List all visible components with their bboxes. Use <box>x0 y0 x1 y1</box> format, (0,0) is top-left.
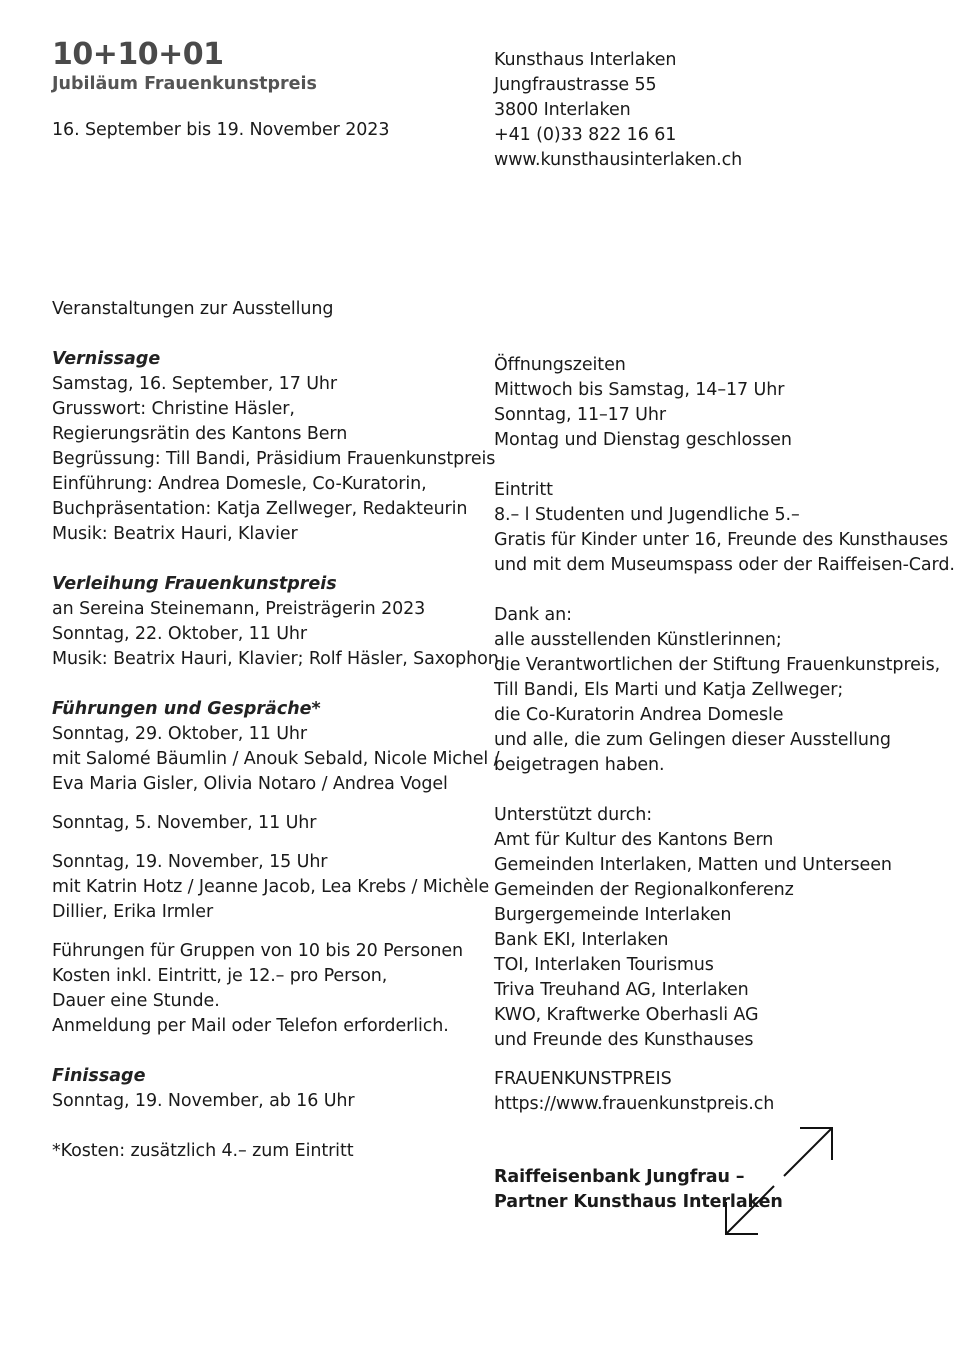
fuehrung-line: Eva Maria Gisler, Olivia Notaro / Andrea Vogel <box>52 774 448 794</box>
finissage-title: Finissage <box>52 1066 146 1086</box>
group-tour-line: Dauer eine Stunde. <box>52 991 220 1011</box>
group-tour-line: Führungen für Gruppen von 10 bis 20 Personen <box>52 941 463 961</box>
thanks-line: beigetragen haben. <box>494 755 665 775</box>
info-column <box>494 353 955 1215</box>
vernissage-title: Vernissage <box>52 349 161 369</box>
partner-line: Partner Kunsthaus Interlaken <box>494 1192 783 1212</box>
admission-line: 8.– l Studenten und Jugendliche 5.– <box>494 505 800 525</box>
double-arrow-icon <box>722 1124 836 1238</box>
phone-number: +41 (0)33 822 16 61 <box>494 125 677 145</box>
sponsor-line: Burgergemeinde Interlaken <box>494 905 732 925</box>
address-line: 3800 Interlaken <box>494 100 631 120</box>
thanks-line: Till Bandi, Els Marti und Katja Zellweger; <box>494 680 844 700</box>
website-link[interactable]: www.kunsthausinterlaken.ch <box>494 150 743 170</box>
sponsor-line: KWO, Kraftwerke Oberhasli AG <box>494 1005 759 1025</box>
group-tour-line: Kosten inkl. Eintritt, je 12.– pro Person, <box>52 966 388 986</box>
thanks-line: alle ausstellenden Künstlerinnen; <box>494 630 782 650</box>
vernissage-line: Einführung: Andrea Domesle, Co-Kuratorin, <box>52 474 427 494</box>
vernissage-line: Regierungsrätin des Kantons Bern <box>52 424 348 444</box>
sponsor-line: Amt für Kultur des Kantons Bern <box>494 830 774 850</box>
events-column <box>52 347 500 1164</box>
sponsor-line: Triva Treuhand AG, Interlaken <box>494 980 749 1000</box>
sponsor-line: Bank EKI, Interlaken <box>494 930 669 950</box>
footnote: *Kosten: zusätzlich 4.– zum Eintritt <box>52 1141 354 1161</box>
thanks-line: die Co-Kuratorin Andrea Domesle <box>494 705 784 725</box>
fuehrung-line: mit Katrin Hotz / Jeanne Jacob, Lea Krebs / Michèle <box>52 877 490 897</box>
fuehrung-line: Sonntag, 29. Oktober, 11 Uhr <box>52 724 308 744</box>
frauenkunstpreis-label: FRAUENKUNSTPREIS <box>494 1069 672 1089</box>
thanks-title: Dank an: <box>494 605 572 625</box>
thanks-line: und alle, die zum Gelingen dieser Ausstellung <box>494 730 891 750</box>
opening-hours-line: Mittwoch bis Samstag, 14–17 Uhr <box>494 380 785 400</box>
page-title: 10+10+01 <box>52 37 224 72</box>
header <box>52 38 389 143</box>
finissage-line: Sonntag, 19. November, ab 16 Uhr <box>52 1091 355 1111</box>
fuehrung-line: Dillier, Erika Irmler <box>52 902 214 922</box>
opening-hours-line: Montag und Dienstag geschlossen <box>494 430 792 450</box>
address-block <box>494 48 742 173</box>
fuehrung-line: mit Salomé Bäumlin / Anouk Sebald, Nicole Michel / <box>52 749 500 769</box>
verleihung-line: an Sereina Steinemann, Preisträgerin 2023 <box>52 599 426 619</box>
vernissage-line: Samstag, 16. September, 17 Uhr <box>52 374 337 394</box>
frauenkunstpreis-link[interactable]: https://www.frauenkunstpreis.ch <box>494 1094 775 1114</box>
opening-hours-line: Sonntag, 11–17 Uhr <box>494 405 666 425</box>
sponsor-line: Gemeinden der Regionalkonferenz <box>494 880 794 900</box>
events-heading: Veranstaltungen zur Ausstellung <box>52 299 334 319</box>
group-tour-line: Anmeldung per Mail oder Telefon erforderlich. <box>52 1016 449 1036</box>
vernissage-line: Grusswort: Christine Häsler, <box>52 399 295 419</box>
sponsors-title: Unterstützt durch: <box>494 805 653 825</box>
opening-hours-title: Öffnungszeiten <box>494 355 626 375</box>
verleihung-title: Verleihung Frauenkunstpreis <box>52 574 337 594</box>
verleihung-line: Musik: Beatrix Hauri, Klavier; Rolf Häsler, Saxophon <box>52 649 499 669</box>
vernissage-line: Buchpräsentation: Katja Zellweger, Redakteurin <box>52 499 468 519</box>
fuehrung-line: Sonntag, 19. November, 15 Uhr <box>52 852 328 872</box>
page-subtitle: Jubiläum Frauenkunstpreis <box>52 74 317 94</box>
thanks-line: die Verantwortlichen der Stiftung Frauenkunstpreis, <box>494 655 941 675</box>
address-line: Kunsthaus Interlaken <box>494 50 677 70</box>
sponsor-line: Gemeinden Interlaken, Matten und Unterseen <box>494 855 892 875</box>
fuehrung-line: Sonntag, 5. November, 11 Uhr <box>52 813 317 833</box>
sponsor-line: TOI, Interlaken Tourismus <box>494 955 714 975</box>
admission-line: und mit dem Museumspass oder der Raiffeisen-Card. <box>494 555 955 575</box>
verleihung-line: Sonntag, 22. Oktober, 11 Uhr <box>52 624 308 644</box>
admission-title: Eintritt <box>494 480 553 500</box>
exhibition-dates: 16. September bis 19. November 2023 <box>52 120 390 140</box>
vernissage-line: Musik: Beatrix Hauri, Klavier <box>52 524 298 544</box>
vernissage-line: Begrüssung: Till Bandi, Präsidium Frauenkunstpreis <box>52 449 496 469</box>
fuehrungen-title: Führungen und Gespräche* <box>52 699 321 719</box>
admission-line: Gratis für Kinder unter 16, Freunde des Kunsthauses <box>494 530 949 550</box>
partner-line: Raiffeisenbank Jungfrau – <box>494 1167 745 1187</box>
sponsor-line: und Freunde des Kunsthauses <box>494 1030 754 1050</box>
address-line: Jungfraustrasse 55 <box>494 75 657 95</box>
